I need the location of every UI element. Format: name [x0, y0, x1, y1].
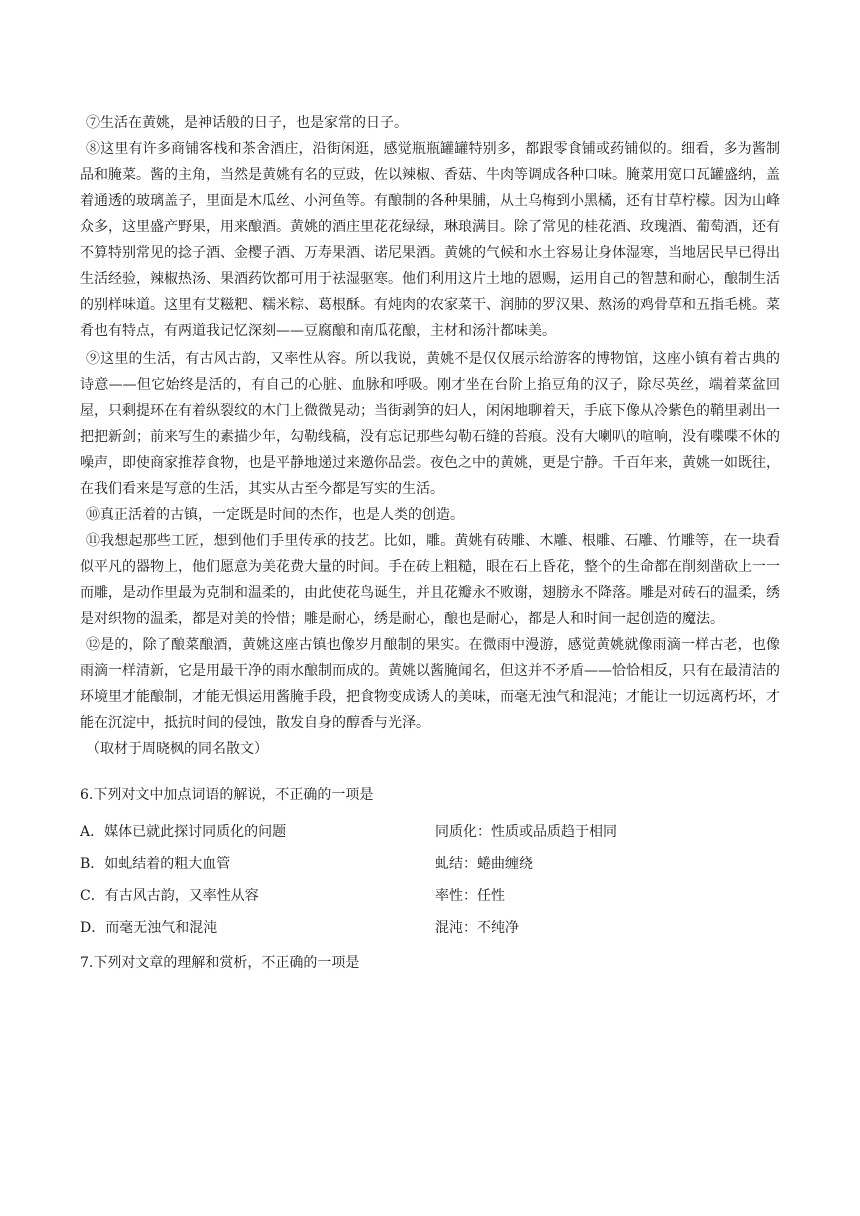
- question-7-stem: 7.下列对文章的理解和赏析，不正确的一项是: [80, 955, 360, 971]
- option-a: [80, 822, 780, 854]
- source-note: （取材于周晓枫的同名散文）: [86, 741, 268, 757]
- paragraph-9: ⑨这里的生活，有古风古韵，又率性从容。所以我说，黄姚不是仅仅展示给游客的博物馆，这座小镇有着古典的诗意——但它始终是活的，有自己的心脏、血脉和呼吸。刚才坐在台阶上掐豆角的汉子，除尽英丝，端着菜盆回屋，只剩提环在有着纵裂纹的木门上微微晃动；当街剥笋的妇人，闲闲地聊着天，手底下像从冷紫色的鞘里剥出一把把新剑；前来写生的素描少年，勾勒线稿，没有忘记那些勾勒石缝的苔痕。没有大喇叭的喧响，没有喋喋不休的噪声，即使商家推荐食物，也是平静地递过来邀你品尝。夜色之中的黄姚，更是宁静。千百年来，黄姚一如既往，在我们看来是写意的生活，其实从古至今都是写实的生活。: [80, 351, 780, 497]
- option-b-explanation: 虬结：蜷曲缠绕: [435, 856, 533, 872]
- option-d-explanation: 混沌：不纯净: [435, 920, 519, 936]
- paragraph-8: ⑧这里有许多商铺客栈和茶舍酒庄，沿街闲逛，感觉瓶瓶罐罐特别多，都跟零食铺或药铺似的。细看，多为酱制品和腌菜。酱的主角，当然是黄姚有名的豆豉，佐以辣椒、香菇、牛肉等调成各种口味。腌菜用宽口瓦罐盛纳，盖着通透的玻璃盖子，里面是木瓜丝、小河鱼等。有酿制的各种果脯，从土乌梅到小黑橘，还有甘草柠檬。因为山峰众多，这里盛产野果，用来酿酒。黄姚的酒庄里花花绿绿，琳琅满目。除了常见的桂花酒、玫瑰酒、葡萄酒，还有不算特别常见的捻子酒、金樱子酒、万寿果酒、诺尼果酒。黄姚的气候和水土容易让身体湿寒，当地居民早已得出生活经验，辣椒热汤、果酒药饮都可用于祛湿驱寒。他们利用这片土地的恩赐，运用自己的智慧和耐心，酿制生活的别样味道。这里有艾糍粑、糯米粽、葛根酥。有炖肉的农家菜干、润肺的罗汉果、熬汤的鸡骨草和五指毛桃。菜肴也有特点，有两道我记忆深刻——豆腐酿和南瓜花酿，主材和汤汁都味美。: [80, 141, 780, 339]
- option-c-text: C．有古风古韵，又率性从容: [80, 888, 259, 904]
- paragraph-11: ⑪我想起那些工匠，想到他们手里传承的技艺。比如，雕。黄姚有砖雕、木雕、根雕、石雕、竹雕等，在一块看似平凡的器物上，他们愿意为美花费大量的时间。手在砖上粗糙，眼在石上昏花，整个的生命都在削刻凿砍上一一而雕，是动作里最为克制和温柔的，由此使花鸟诞生，并且花瓣永不败谢，翅膀永不降落。雕是对砖石的温柔，绣是对织物的温柔，都是对美的怜惜；雕是耐心，绣是耐心，酿也是耐心，都是人和时间一起创造的魔法。: [80, 533, 780, 627]
- option-d: [80, 918, 780, 950]
- paragraph-7: ⑦生活在黄姚，是神话般的日子，也是家常的日子。: [86, 115, 408, 131]
- option-a-explanation: 同质化：性质或品质趋于相同: [435, 824, 617, 840]
- question-6-stem: 6.下列对文中加点词语的解说，不正确的一项是: [80, 787, 374, 803]
- paragraph-10: ⑩真正活着的古镇，一定既是时间的杰作，也是人类的创造。: [86, 507, 464, 523]
- document-page: [80, 110, 780, 976]
- option-c: [80, 886, 780, 918]
- option-a-text: A．媒体已就此探讨同质化的问题: [80, 824, 287, 840]
- option-c-explanation: 率性：任性: [435, 888, 505, 904]
- option-b-text: B．如虬结着的粗大血管: [80, 856, 231, 872]
- paragraph-12: ⑫是的，除了酿菜酿酒，黄姚这座古镇也像岁月酿制的果实。在微雨中漫游，感觉黄姚就像雨滴一样古老，也像雨滴一样清新，它是用最干净的雨水酿制而成的。黄姚以酱腌闻名，但这并不矛盾——恰恰相反，只有在最清洁的环境里才能酿制，才能无惧运用酱腌手段，把食物变成诱人的美味，而毫无浊气和混沌；才能让一切远离朽坏，才能在沉淀中，抵抗时间的侵蚀，散发自身的醇香与光泽。: [80, 637, 780, 731]
- option-b: [80, 854, 780, 886]
- option-d-text: D．而毫无浊气和混沌: [80, 920, 218, 936]
